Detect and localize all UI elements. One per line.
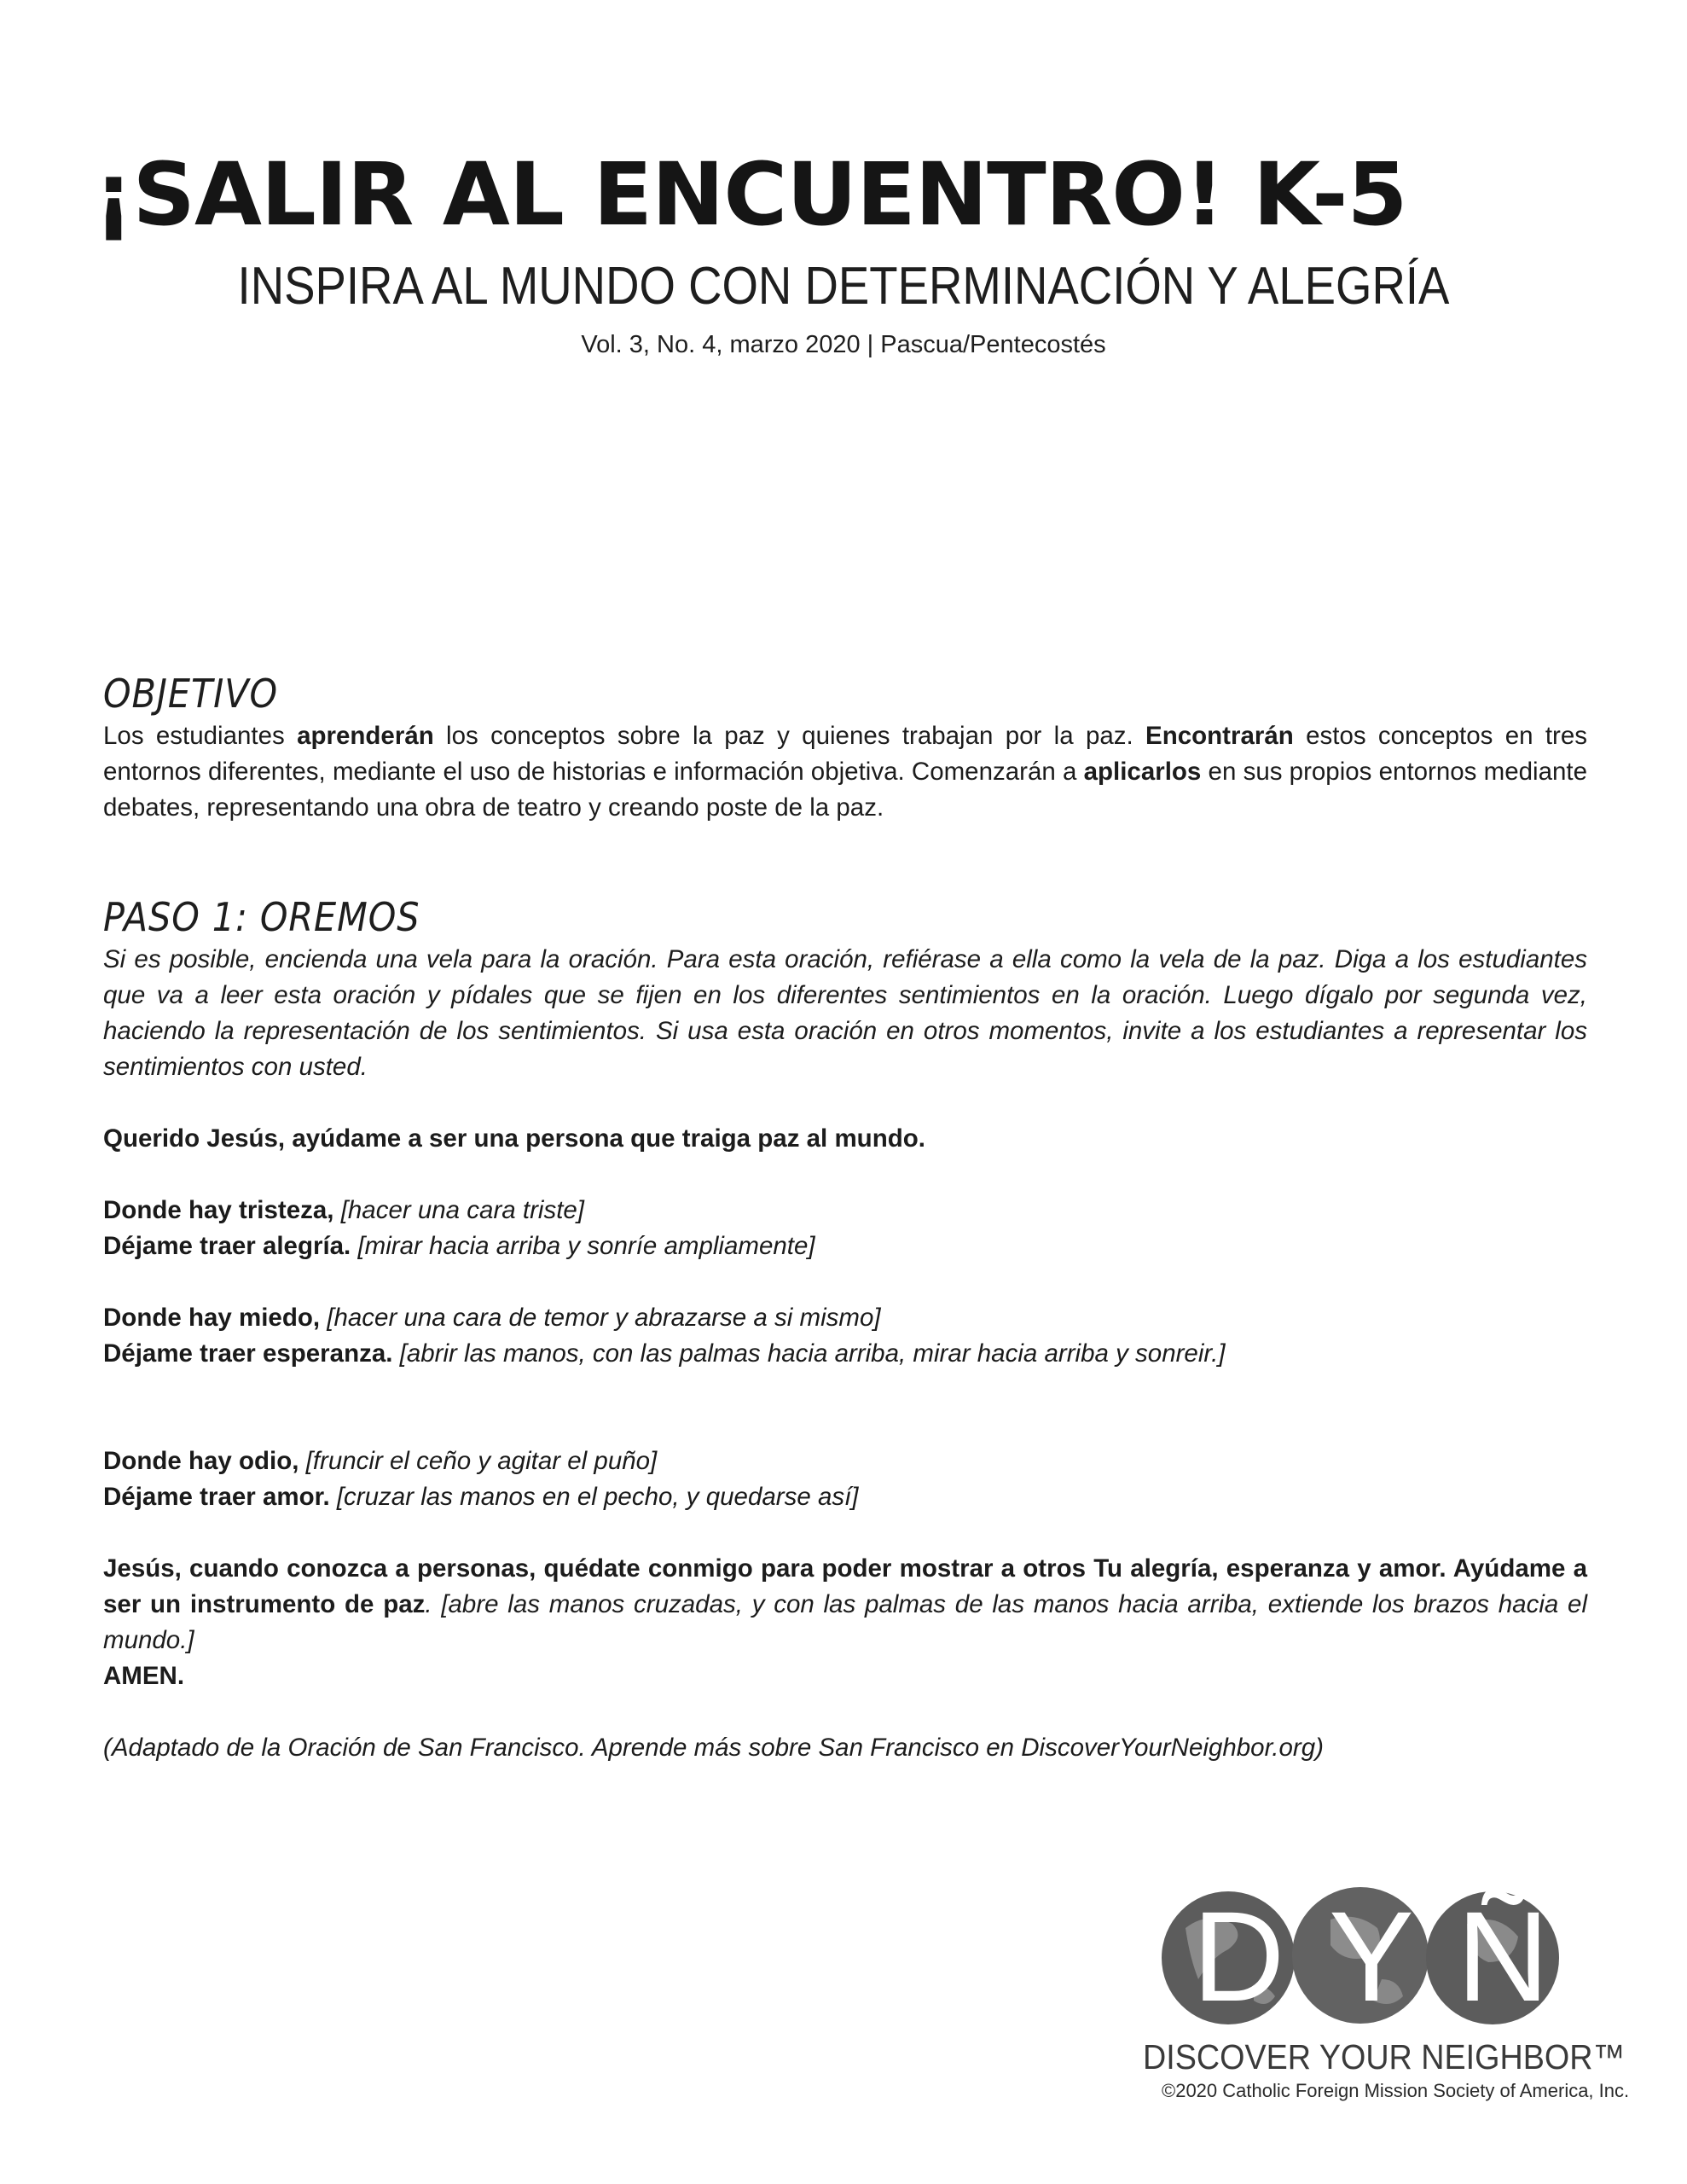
- step1-heading: PASO 1: OREMOS: [103, 894, 420, 940]
- logo-brand-name: DISCOVER YOUR NEIGHBOR™: [1143, 2037, 1626, 2077]
- stanza-action: [hacer una cara triste]: [340, 1196, 584, 1224]
- objective-text-4: en sus propios entornos mediante debates, representando una obra de teatro y creando poste de la paz.: [103, 758, 1587, 822]
- objective-keyword-learn: aprenderán: [297, 722, 434, 750]
- copyright: ©2020 Catholic Foreign Mission Society of America, Inc.: [1162, 2080, 1630, 2101]
- prayer-amen: AMEN.: [103, 1662, 185, 1690]
- logo-letter-n: Ñ: [1457, 1885, 1550, 2028]
- issue-info: Vol. 3, No. 4, marzo 2020 | Pascua/Pentecostés: [581, 331, 1106, 358]
- objective-text-1: Los estudiantes: [103, 722, 298, 750]
- dyn-logo: [1126, 1868, 1630, 2124]
- objective-section: [103, 671, 1587, 826]
- stanza-action: [abrir las manos, con las palmas hacia arriba, mirar hacia arriba y sonreir.]: [399, 1339, 1226, 1368]
- prayer-stanza: [103, 1443, 1587, 1515]
- logo-letter-y: Y: [1329, 1885, 1415, 2028]
- stanza-action: [fruncir el ceño y agitar el puño]: [305, 1447, 658, 1475]
- stanza-line-bold: Donde hay tristeza,: [103, 1196, 334, 1224]
- prayer-attribution: (Adaptado de la Oración de San Francisco. Aprende más sobre San Francisco en DiscoverYourNeighbor.org): [103, 1734, 1324, 1762]
- objective-text-2: los conceptos sobre la paz y quienes trabajan por la paz.: [433, 722, 1146, 750]
- prayer-closing-text: Jesús, cuando conozca a personas, quédate conmigo para poder mostrar a otros Tu alegría, esperanza y amor. Ayúdame a ser un instrumento de paz: [103, 1554, 1587, 1618]
- prayer-stanza: [103, 1193, 1587, 1264]
- main-title: ¡SALIR AL ENCUENTRO! K-5: [94, 144, 1407, 246]
- prayer-stanza: [103, 1300, 1587, 1372]
- stanza-line-bold: Déjame traer amor.: [103, 1483, 330, 1511]
- prayer-opening: Querido Jesús, ayúdame a ser una persona que traiga paz al mundo.: [103, 1124, 925, 1153]
- stanza-action: [cruzar las manos en el pecho, y quedarse así]: [336, 1483, 859, 1511]
- stanza-action: [hacer una cara de temor y abrazarse a si mismo]: [327, 1304, 881, 1332]
- stanza-line-bold: Déjame traer esperanza.: [103, 1339, 393, 1368]
- stanza-line-bold: Donde hay miedo,: [103, 1304, 321, 1332]
- main-content: [103, 671, 1587, 1766]
- prayer-closing-action: . [abre las manos cruzadas, y con las palmas de las manos hacia arriba, extiende los brazos hacia el mundo.]: [103, 1590, 1587, 1654]
- subtitle: INSPIRA AL MUNDO CON DETERMINACIÓN Y ALEGRÍA: [237, 257, 1450, 316]
- objective-text-3: estos conceptos en tres entornos diferentes, mediante el uso de historias e información objetiva. Comenzarán a: [103, 722, 1587, 786]
- objective-paragraph: [103, 718, 1587, 826]
- objective-keyword-encounter: Encontrarán: [1145, 722, 1294, 750]
- logo-letter-d: D: [1192, 1885, 1285, 2028]
- stanza-line-bold: Donde hay odio,: [103, 1447, 299, 1475]
- stanza-action: [mirar hacia arriba y sonríe ampliamente]: [357, 1232, 815, 1260]
- step1-instructions: Si es posible, encienda una vela para la oración. Para esta oración, refiérase a ella como la vela de la paz. Diga a los estudiantes que va a leer esta oración y pídales que se fijen en los diferentes sentimientos en la oración. Luego dígalo por segunda vez, haciendo la representación de los sentimientos. Si usa esta oración en otros momentos, invite a los estudiantes a representar los sentimientos con usted.: [103, 945, 1587, 1081]
- stanza-line-bold: Déjame traer alegría.: [103, 1232, 351, 1260]
- prayer-closing: [103, 1551, 1587, 1658]
- objective-keyword-apply: aplicarlos: [1083, 758, 1202, 786]
- step1-section: [103, 894, 1587, 1766]
- objective-heading: OBJETIVO: [103, 671, 278, 717]
